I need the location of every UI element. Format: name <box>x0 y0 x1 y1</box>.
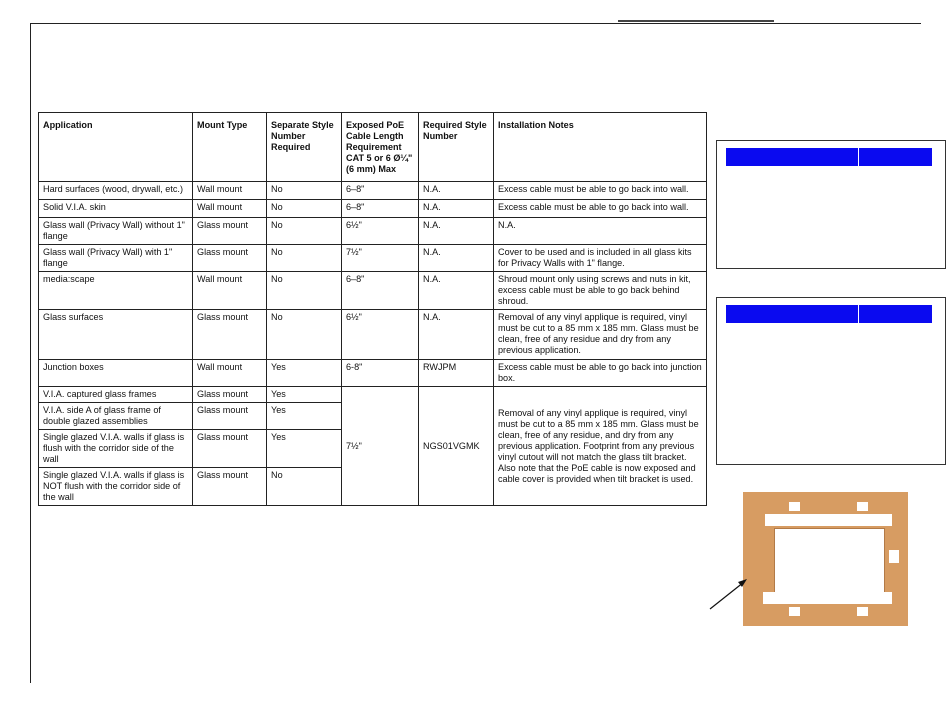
cell-cable-length: 6½" <box>342 310 419 360</box>
cell-mount-type: Wall mount <box>193 360 267 387</box>
cell-merged-required-style: NGS01VGMK <box>419 387 494 506</box>
cell-merged-cable-length: 7½" <box>342 387 419 506</box>
cell-separate-style: No <box>267 200 342 218</box>
cell-mount-type: Glass mount <box>193 218 267 245</box>
header-required-style: Required Style Number <box>419 113 494 182</box>
cell-mount-type: Glass mount <box>193 387 267 403</box>
cell-installation-notes: N.A. <box>494 218 707 245</box>
cell-application: Glass wall (Privacy Wall) with 1" flange <box>39 245 193 272</box>
cell-required-style: N.A. <box>419 200 494 218</box>
cell-required-style: N.A. <box>419 272 494 310</box>
slide-top-rule <box>30 23 921 24</box>
cell-application: Hard surfaces (wood, drywall, etc.) <box>39 182 193 200</box>
cell-mount-type: Glass mount <box>193 310 267 360</box>
cell-cable-length: 6–8" <box>342 272 419 310</box>
panel-header-bar <box>726 148 932 166</box>
bracket-top-slot <box>765 514 892 526</box>
side-panel-2 <box>716 297 946 465</box>
cell-separate-style: No <box>267 272 342 310</box>
cell-application: V.I.A. side A of glass frame of double glazed assemblies <box>39 403 193 430</box>
slide-left-rule <box>30 23 31 683</box>
side-panel-1 <box>716 140 946 269</box>
cell-separate-style: No <box>267 182 342 200</box>
table-row <box>39 182 707 200</box>
table-header-row <box>39 113 707 182</box>
table-row <box>39 360 707 387</box>
cell-cable-length: 6–8" <box>342 182 419 200</box>
table-row <box>39 387 707 403</box>
table-row <box>39 245 707 272</box>
cell-mount-type: Glass mount <box>193 430 267 468</box>
bracket-center-opening <box>774 528 885 593</box>
cell-separate-style: No <box>267 245 342 272</box>
bracket-tab <box>789 502 800 511</box>
cell-mount-type: Glass mount <box>193 245 267 272</box>
cell-application: media:scape <box>39 272 193 310</box>
header-mount-type: Mount Type <box>193 113 267 182</box>
bracket-tab <box>857 607 868 616</box>
installation-spec-table <box>38 112 707 506</box>
table-row <box>39 218 707 245</box>
cell-separate-style: No <box>267 310 342 360</box>
cell-application: Solid V.I.A. skin <box>39 200 193 218</box>
cell-application: V.I.A. captured glass frames <box>39 387 193 403</box>
glass-tilt-bracket-diagram <box>743 492 908 626</box>
bracket-bottom-slot <box>763 592 892 604</box>
cell-separate-style: Yes <box>267 387 342 403</box>
cell-separate-style: Yes <box>267 430 342 468</box>
cell-installation-notes: Excess cable must be able to go back into wall. <box>494 182 707 200</box>
slide-top-accent-rule <box>618 20 774 22</box>
cell-required-style: RWJPM <box>419 360 494 387</box>
header-installation-notes: Installation Notes <box>494 113 707 182</box>
header-separate-style: Separate Style Number Required <box>267 113 342 182</box>
cell-separate-style: No <box>267 218 342 245</box>
bracket-tab <box>789 607 800 616</box>
panel-header-divider <box>858 148 859 166</box>
panel-header-bar <box>726 305 932 323</box>
cell-installation-notes: Shroud mount only using screws and nuts in kit, excess cable must be able to go back behind shroud. <box>494 272 707 310</box>
cell-cable-length: 6½" <box>342 218 419 245</box>
cell-merged-installation-notes: Removal of any vinyl applique is required, vinyl must be cut to a 85 mm x 185 mm. Glass must be clean, free of any residue, and dry from any previous application. Footprint from any previous vinyl cutout will not match the glass tilt bracket. Also note that the PoE cable is now exposed and cable cover is provided when tilt bracket is used. <box>494 387 707 506</box>
panel-header-divider <box>858 305 859 323</box>
cell-installation-notes: Excess cable must be able to go back into wall. <box>494 200 707 218</box>
cell-cable-length: 6-8" <box>342 360 419 387</box>
cell-application: Single glazed V.I.A. walls if glass is NOT flush with the corridor side of the wall <box>39 468 193 506</box>
bracket-side-tab <box>889 550 899 563</box>
cell-separate-style: No <box>267 468 342 506</box>
cell-application: Single glazed V.I.A. walls if glass is flush with the corridor side of the wall <box>39 430 193 468</box>
cell-application: Glass surfaces <box>39 310 193 360</box>
cell-mount-type: Glass mount <box>193 468 267 506</box>
cell-installation-notes: Removal of any vinyl applique is required, vinyl must be cut to a 85 mm x 185 mm. Glass must be clean, free of any residue and dry from any previous application. <box>494 310 707 360</box>
cell-installation-notes: Excess cable must be able to go back into junction box. <box>494 360 707 387</box>
cell-cable-length: 7½" <box>342 245 419 272</box>
cell-mount-type: Wall mount <box>193 200 267 218</box>
header-application: Application <box>39 113 193 182</box>
bracket-tab <box>857 502 868 511</box>
cell-separate-style: Yes <box>267 360 342 387</box>
cell-cable-length: 6–8" <box>342 200 419 218</box>
table-row <box>39 310 707 360</box>
cell-mount-type: Glass mount <box>193 403 267 430</box>
cell-required-style: N.A. <box>419 182 494 200</box>
cell-application: Junction boxes <box>39 360 193 387</box>
cell-required-style: N.A. <box>419 218 494 245</box>
cell-installation-notes: Cover to be used and is included in all glass kits for Privacy Walls with 1" flange. <box>494 245 707 272</box>
cell-required-style: N.A. <box>419 245 494 272</box>
cell-separate-style: Yes <box>267 403 342 430</box>
cell-application: Glass wall (Privacy Wall) without 1" flange <box>39 218 193 245</box>
table-row <box>39 200 707 218</box>
table-row <box>39 272 707 310</box>
cell-mount-type: Wall mount <box>193 272 267 310</box>
header-cable-length: Exposed PoE Cable Length Requirement CAT 5 or 6 Ø¼" (6 mm) Max <box>342 113 419 182</box>
pointer-arrow-icon <box>700 570 752 615</box>
cell-required-style: N.A. <box>419 310 494 360</box>
cell-mount-type: Wall mount <box>193 182 267 200</box>
